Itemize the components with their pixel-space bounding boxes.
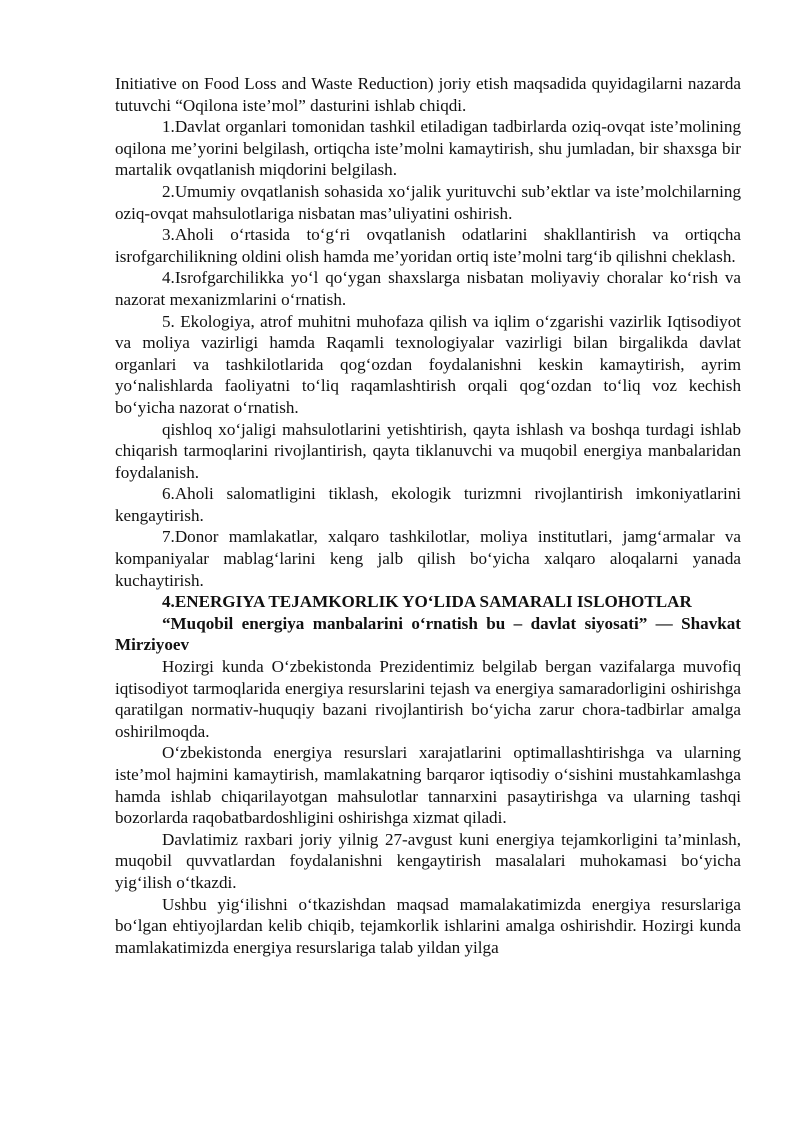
paragraph-item-5-continued: qishloq xo‘jaligi mahsulotlarini yetishtirish, qayta ishlash va boshqa turdagi ishlab chiqarish tarmoqlarini rivojlantirish, qayta tiklanuvchi va muqobil energiya manbalaridan foydalanish. — [115, 419, 741, 482]
paragraph-body-1: Hozirgi kunda O‘zbekistonda Prezidentimiz belgilab bergan vazifalarga muvofiq iqtisodiyot tarmoqlarida energiya resurslarini tejash va energiya samaradorligini oshirishga qaratilgan normativ-huquqiy bazani rivojlantirish bo‘yicha zarur chora-tadbirlar amalga oshirilmoqda. — [115, 657, 741, 741]
paragraph-item-6: 6.Aholi salomatligini tiklash, ekologik turizmni rivojlantirish imkoniyatlarini kengaytirish. — [115, 484, 741, 525]
paragraph-body-3: Davlatimiz raxbari joriy yilnig 27-avgust kuni energiya tejamkorligini ta’minlash, muqobil quvvatlardan foydalanishni kengaytirish masalalari muhokamasi bo‘yicha yig‘ilish o‘tkazdi. — [115, 829, 741, 892]
section-heading: 4.ENERGIYA TEJAMKORLIK YO‘LIDA SAMARALI ISLOHOTLAR — [162, 592, 692, 612]
paragraph-item-2: 2.Umumiy ovqatlanish sohasida xo‘jalik yurituvchi sub’ektlar va iste’molchilarning oziq-ovqat mahsulotlariga nisbatan mas’uliyatini oshirish. — [115, 181, 741, 223]
paragraph-item-4: 4.Isrofgarchilikka yo‘l qo‘ygan shaxslarga nisbatan moliyaviy choralar ko‘rish va nazorat mexanizmlarini o‘rnatish. — [115, 268, 741, 309]
paragraph-item-7: 7.Donor mamlakatlar, xalqaro tashkilotlar, moliya institutlari, jamg‘armalar va kompaniyalar mablag‘larini keng jalb qilish bo‘yicha xalqaro aloqalarni yanada kuchaytirish. — [115, 527, 741, 590]
paragraph-item-1: 1.Davlat organlari tomonidan tashkil etiladigan tadbirlarda oziq-ovqat iste’molining oqilona me’yorini belgilash, ortiqcha iste’molni kamaytirish, shu jumladan, bir shaxsga bir martalik ovqatlanish miqdorini belgilash. — [115, 117, 741, 180]
paragraph-item-5: 5. Ekologiya, atrof muhitni muhofaza qilish va iqlim o‘zgarishi vazirlik Iqtisodiyot va moliya vazirligi hamda Raqamli texnologiyalar vazirligi bilan birgalikda davlat organlari va tashkilotlarida qog‘ozdan foydalanishni keskin kamaytirish, ayrim yo‘nalishlarda faoliyatni to‘liq raqamlashtirish orqali qog‘ozdan to‘liq voz kechish bo‘yicha nazorat o‘rnatish. — [115, 311, 741, 417]
paragraph-body-2: O‘zbekistonda energiya resurslari xarajatlarini optimallashtirishga va ularning iste’mol hajmini kamaytirish, mamlakatning barqaror iqtisodiy o‘sishini mustahkamlashga hamda ishlab chiqarilayotgan mahsulotlar tannarxini pasaytirishga va ularning tashqi bozorlarda raqobatbardoshligini oshirishga xizmat qiladi. — [115, 743, 741, 828]
document-page — [115, 73, 741, 958]
paragraph-intro: Initiative on Food Loss and Waste Reduction) joriy etish maqsadida quyidagilarni nazarda tutuvchi “Oqilona iste’mol” dasturini ishlab chiqdi. — [115, 74, 741, 115]
section-epigraph: “Muqobil energiya manbalarini o‘rnatish bu – davlat siyosati” — Shavkat Mirziyoev — [115, 613, 741, 655]
paragraph-item-3: 3.Aholi o‘rtasida to‘g‘ri ovqatlanish odatlarini shakllantirish va ortiqcha isrofgarchilikning oldini olish hamda me’yoridan ortiq iste’molni targ‘ib qilishni cheklash. — [115, 225, 741, 266]
paragraph-body-4: Ushbu yig‘ilishni o‘tkazishdan maqsad mamalakatimizda energiya resurslariga bo‘lgan ehtiyojlardan kelib chiqib, tejamkorlik ishlarini amalga oshirishdir. Hozirgi kunda mamlakatimizda energiya resurslariga talab yildan yilga — [115, 894, 741, 957]
